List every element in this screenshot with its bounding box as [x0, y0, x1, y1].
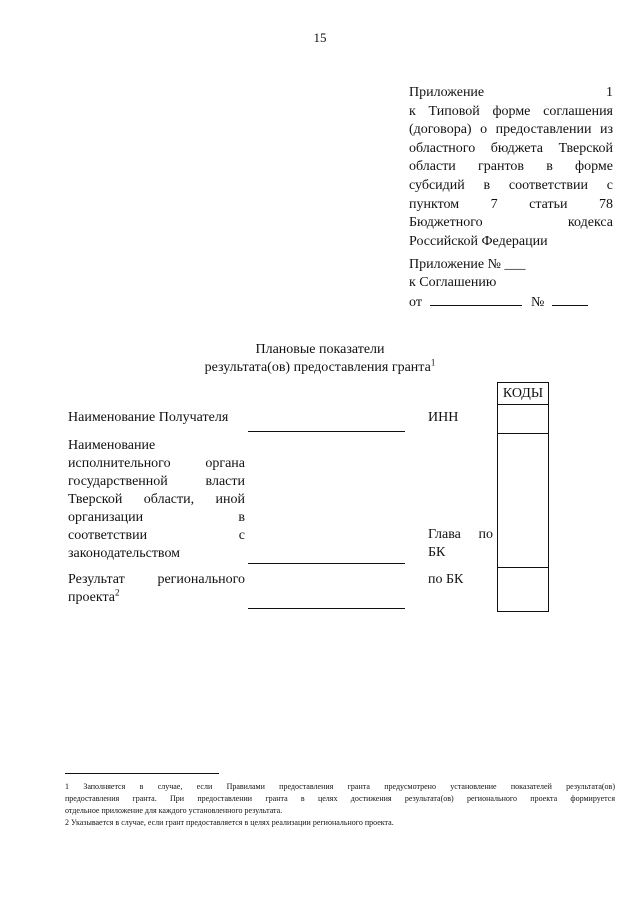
appendix-line: областного бюджета Тверской	[409, 140, 613, 156]
codes-header: КОДЫ	[498, 383, 549, 405]
authority-label-line: Наименование	[68, 438, 156, 453]
by-bk-label: по БК	[428, 572, 464, 587]
agreement-appendix-number: Приложение № ___	[409, 257, 526, 272]
chapter-label-line: Глава по	[428, 527, 493, 542]
authority-label-line: государственной власти	[68, 474, 245, 489]
chapter-label	[428, 526, 493, 562]
project-field[interactable]	[248, 608, 405, 609]
authority-label	[68, 437, 245, 563]
recipient-field[interactable]	[248, 431, 405, 432]
project-label-text: проекта	[68, 590, 115, 605]
authority-label-line: законодательством	[68, 546, 181, 561]
agreement-label: к Соглашению	[409, 275, 497, 290]
title-line-1: Плановые показатели	[255, 342, 385, 357]
code-cell-by-bk[interactable]	[498, 568, 549, 612]
appendix-line: пунктом 7 статьи 78	[409, 196, 613, 212]
agreement-reference	[409, 256, 588, 312]
code-cell-chapter[interactable]	[498, 434, 549, 568]
authority-label-line: исполнительного органа	[68, 456, 245, 471]
appendix-header	[409, 84, 613, 251]
code-cell-inn[interactable]	[498, 405, 549, 434]
agreement-number-label: №	[530, 295, 545, 310]
project-label-line: Результат регионального	[68, 572, 245, 587]
footnote-2: 2 Указывается в случае, если грант предоставляется в целях реализации регионального проекта.	[65, 818, 394, 827]
footnote-1-line: 1 Заполняется в случае, если Правилами предоставления гранта предусмотрено установление показателей результата(ов)	[65, 782, 615, 791]
authority-field[interactable]	[248, 563, 405, 564]
form-title	[150, 341, 490, 377]
authority-label-line: Тверской области, иной	[68, 492, 245, 507]
agreement-date-field[interactable]	[430, 292, 522, 306]
footnote-mark: 2	[115, 587, 120, 598]
authority-label-line: организации в	[68, 510, 245, 525]
recipient-label: Наименование Получателя	[68, 410, 229, 425]
title-line-2	[150, 359, 490, 377]
agreement-number-field[interactable]	[552, 292, 588, 306]
authority-label-line: соответствии с	[68, 528, 245, 543]
appendix-line: Бюджетного кодекса	[409, 215, 613, 231]
inn-label: ИНН	[428, 410, 459, 425]
footnote-1-line: предоставления гранта. При предоставлении гранта в целях достижения результата(ов) регионального проекта формируется	[65, 794, 615, 803]
page-number: 15	[313, 30, 327, 45]
appendix-line: области грантов в форме	[409, 159, 613, 175]
appendix-line: к Типовой форме соглашения	[409, 103, 613, 119]
project-label	[68, 571, 245, 607]
appendix-line: Российской Федерации	[409, 233, 548, 249]
appendix-line: субсидий в соответствии с	[409, 177, 613, 193]
appendix-line: Приложение 1	[409, 85, 613, 100]
title-line-2-text: результата(ов) предоставления гранта	[204, 360, 431, 375]
footnote-divider	[65, 773, 219, 774]
appendix-line: (договора) о предоставлении из	[409, 122, 613, 138]
chapter-label-line: БК	[428, 545, 446, 560]
project-label-line	[68, 589, 245, 607]
codes-table	[497, 382, 549, 612]
date-from-label: от	[409, 295, 422, 310]
agreement-date-number-row	[409, 292, 588, 312]
footnotes	[65, 781, 615, 829]
footnote-1-line: отдельное приложение для каждого установленного результата.	[65, 806, 283, 815]
footnote-mark: 1	[430, 357, 436, 368]
